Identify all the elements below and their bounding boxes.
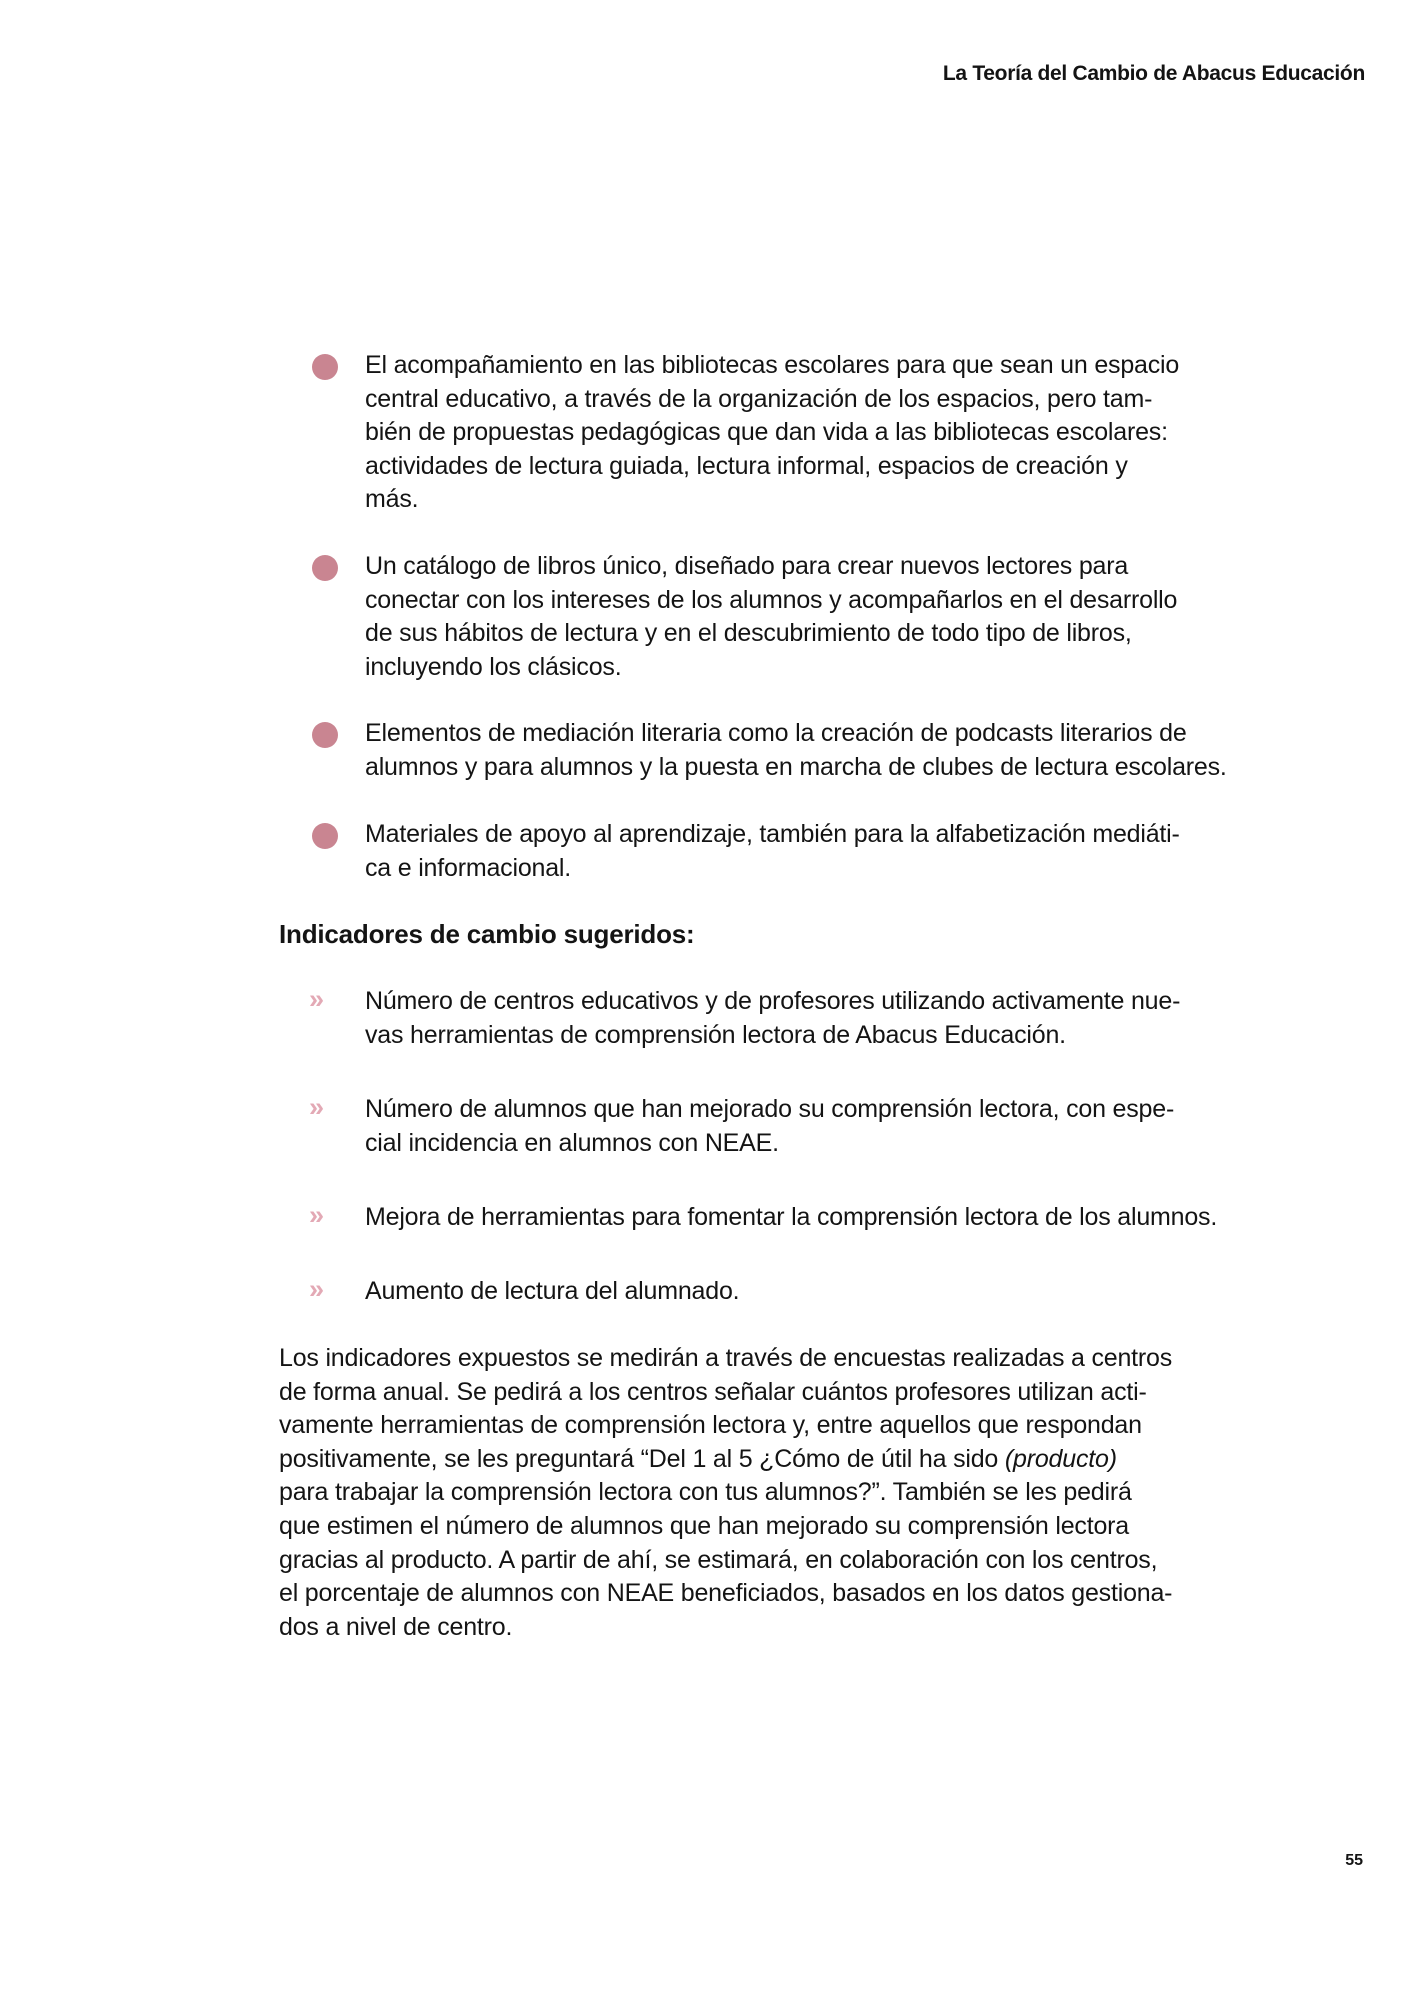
paragraph-text: positivamente, se les preguntará “Del 1 al 5 ¿Cómo de útil ha sido bbox=[279, 1444, 1005, 1473]
bullet-line: El acompañamiento en las bibliotecas escolares para que sean un espacio bbox=[365, 351, 1180, 379]
bullet-line: incluyendo los clásicos. bbox=[365, 652, 622, 681]
indicator-line: Mejora de herramientas para fomentar la comprensión lectora de los alumnos. bbox=[365, 1203, 1218, 1231]
bullet-line: Elementos de mediación literaria como la creación de podcasts literarios de bbox=[365, 719, 1187, 747]
indicator-item bbox=[365, 1201, 1345, 1235]
paragraph-line: vamente herramientas de comprensión lectora y, entre aquellos que respondan bbox=[279, 1411, 1142, 1440]
paragraph-line: gracias al producto. A partir de ahí, se estimará, en colaboración con los centros, bbox=[279, 1545, 1158, 1574]
paragraph-line: el porcentaje de alumnos con NEAE beneficiados, basados en los datos gestiona- bbox=[279, 1579, 1173, 1608]
indicator-line: Aumento de lectura del alumnado. bbox=[365, 1277, 740, 1305]
bullet-dot-icon bbox=[312, 722, 338, 748]
page-number: 55 bbox=[1345, 1852, 1363, 1869]
bullet-dot-icon bbox=[312, 555, 338, 581]
bullet-dot-icon bbox=[312, 823, 338, 849]
paragraph-line: para trabajar la comprensión lectora con tus alumnos?”. También se les pedirá bbox=[279, 1478, 1132, 1507]
bullet-line: más. bbox=[365, 485, 419, 513]
body-paragraph bbox=[279, 1342, 1172, 1644]
indicators-heading: Indicadores de cambio sugeridos: bbox=[279, 919, 695, 949]
running-header: La Teoría del Cambio de Abacus Educación bbox=[942, 62, 1365, 85]
paragraph-line: Los indicadores expuestos se medirán a través de encuestas realizadas a centros bbox=[279, 1344, 1173, 1372]
paragraph-line: de forma anual. Se pedirá a los centros señalar cuántos profesores utilizan acti- bbox=[279, 1377, 1147, 1406]
bullet-item bbox=[365, 717, 1345, 784]
indicator-item bbox=[365, 985, 1345, 1052]
bullet-line: actividades de lectura guiada, lectura informal, espacios de creación y bbox=[365, 451, 1128, 480]
bullet-line: alumnos y para alumnos y la puesta en marcha de clubes de lectura escolares. bbox=[365, 752, 1227, 781]
chevron-icon: » bbox=[309, 984, 322, 1014]
paragraph-line: que estimen el número de alumnos que han mejorado su comprensión lectora bbox=[279, 1511, 1129, 1540]
indicator-line: Número de centros educativos y de profesores utilizando activamente nue- bbox=[365, 987, 1181, 1015]
indicator-line: Número de alumnos que han mejorado su comprensión lectora, con espe- bbox=[365, 1095, 1175, 1123]
chevron-icon: » bbox=[309, 1200, 322, 1230]
paragraph-line bbox=[279, 1443, 1172, 1477]
chevron-icon: » bbox=[309, 1092, 322, 1122]
indicator-item bbox=[365, 1275, 1345, 1309]
bullet-line: de sus hábitos de lectura y en el descubrimiento de todo tipo de libros, bbox=[365, 619, 1132, 647]
bullet-line: ca e informacional. bbox=[365, 853, 572, 882]
bullet-item bbox=[365, 349, 1345, 517]
bullet-line: Materiales de apoyo al aprendizaje, también para la alfabetización mediáti- bbox=[365, 820, 1180, 848]
product-placeholder: (producto) bbox=[1004, 1444, 1117, 1473]
paragraph-line: dos a nivel de centro. bbox=[279, 1612, 513, 1641]
bullet-line: central educativo, a través de la organización de los espacios, pero tam- bbox=[365, 384, 1153, 413]
chevron-icon: » bbox=[309, 1274, 322, 1304]
bullet-item bbox=[365, 818, 1345, 885]
bullet-line: conectar con los intereses de los alumnos y acompañarlos en el desarrollo bbox=[365, 585, 1178, 614]
bullet-item bbox=[365, 550, 1345, 684]
bullet-line: Un catálogo de libros único, diseñado para crear nuevos lectores para bbox=[365, 552, 1129, 580]
bullet-dot-icon bbox=[312, 354, 338, 380]
bullet-line: bién de propuestas pedagógicas que dan vida a las bibliotecas escolares: bbox=[365, 418, 1168, 446]
indicator-line: cial incidencia en alumnos con NEAE. bbox=[365, 1128, 779, 1157]
indicator-line: vas herramientas de comprensión lectora de Abacus Educación. bbox=[365, 1020, 1066, 1049]
indicator-item bbox=[365, 1093, 1345, 1160]
